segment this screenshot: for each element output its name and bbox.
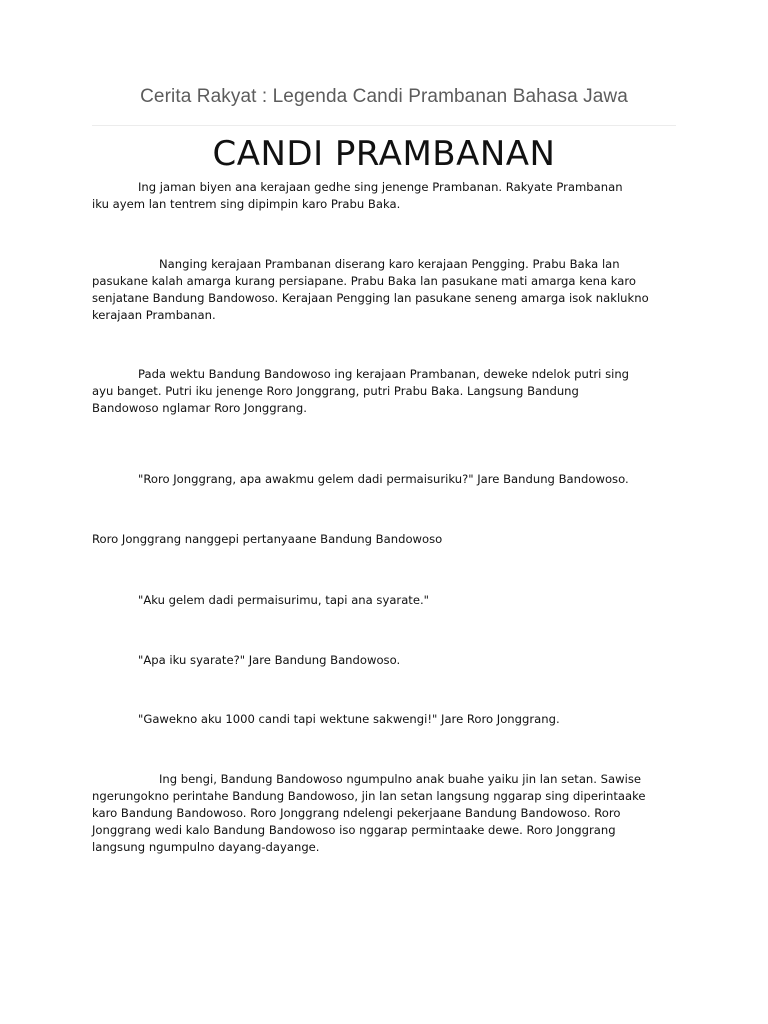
paragraph-line: "Aku gelem dadi permaisurimu, tapi ana syarate." xyxy=(138,593,430,607)
paragraph-line: Pada wektu Bandung Bandowoso ing kerajaan Prambanan, deweke ndelok putri sing xyxy=(138,367,630,381)
paragraph-1 xyxy=(92,179,682,213)
paragraph-7 xyxy=(92,652,682,669)
paragraph-line: Jonggrang wedi kalo Bandung Bandowoso iso nggarap permintaake dewe. Roro Jonggrang xyxy=(92,823,616,837)
paragraph-line: Nanging kerajaan Prambanan diserang karo kerajaan Pengging. Prabu Baka lan xyxy=(159,257,620,271)
paragraph-line: pasukane kalah amarga kurang persiapane. Prabu Baka lan pasukane mati amarga kena karo xyxy=(92,274,636,288)
paragraph-line: Ing jaman biyen ana kerajaan gedhe sing jenenge Prambanan. Rakyate Prambanan xyxy=(138,180,623,194)
paragraph-line: "Gawekno aku 1000 candi tapi wektune sakwengi!" Jare Roro Jonggrang. xyxy=(138,712,560,726)
paragraph-line: ngerungokno perintahe Bandung Bandowoso, jin lan setan langsung nggarap sing diperintaake xyxy=(92,789,646,803)
document-title: CANDI PRAMBANAN xyxy=(212,134,556,174)
paragraph-line: kerajaan Prambanan. xyxy=(92,308,216,322)
paragraph-5 xyxy=(92,531,682,548)
paragraph-line: Ing bengi, Bandung Bandowoso ngumpulno anak buahe yaiku jin lan setan. Sawise xyxy=(159,772,641,786)
paragraph-4 xyxy=(92,471,682,488)
paragraph-8 xyxy=(92,711,682,728)
paragraph-line: "Apa iku syarate?" Jare Bandung Bandowoso. xyxy=(138,653,401,667)
paragraph-2 xyxy=(92,256,682,324)
paragraph-line: ayu banget. Putri iku jenenge Roro Jonggrang, putri Prabu Baka. Langsung Bandung xyxy=(92,384,579,398)
paragraph-9 xyxy=(92,771,682,856)
paragraph-line: Roro Jonggrang nanggepi pertanyaane Bandung Bandowoso xyxy=(92,532,443,546)
paragraph-6 xyxy=(92,592,682,609)
paragraph-line: iku ayem lan tentrem sing dipimpin karo Prabu Baka. xyxy=(92,197,401,211)
paragraph-line: karo Bandung Bandowoso. Roro Jonggrang ndelengi pekerjaane Bandung Bandowoso. Roro xyxy=(92,806,621,820)
paragraph-line: Bandowoso nglamar Roro Jonggrang. xyxy=(92,401,307,415)
paragraph-line: langsung ngumpulno dayang-dayange. xyxy=(92,840,320,854)
document-header: Cerita Rakyat : Legenda Candi Prambanan Bahasa Jawa xyxy=(140,86,628,107)
header-divider xyxy=(92,125,676,126)
paragraph-line: senjatane Bandung Bandowoso. Kerajaan Pengging lan pasukane seneng amarga isok naklukno xyxy=(92,291,649,305)
paragraph-3 xyxy=(92,366,682,417)
paragraph-line: "Roro Jonggrang, apa awakmu gelem dadi permaisuriku?" Jare Bandung Bandowoso. xyxy=(138,472,629,486)
